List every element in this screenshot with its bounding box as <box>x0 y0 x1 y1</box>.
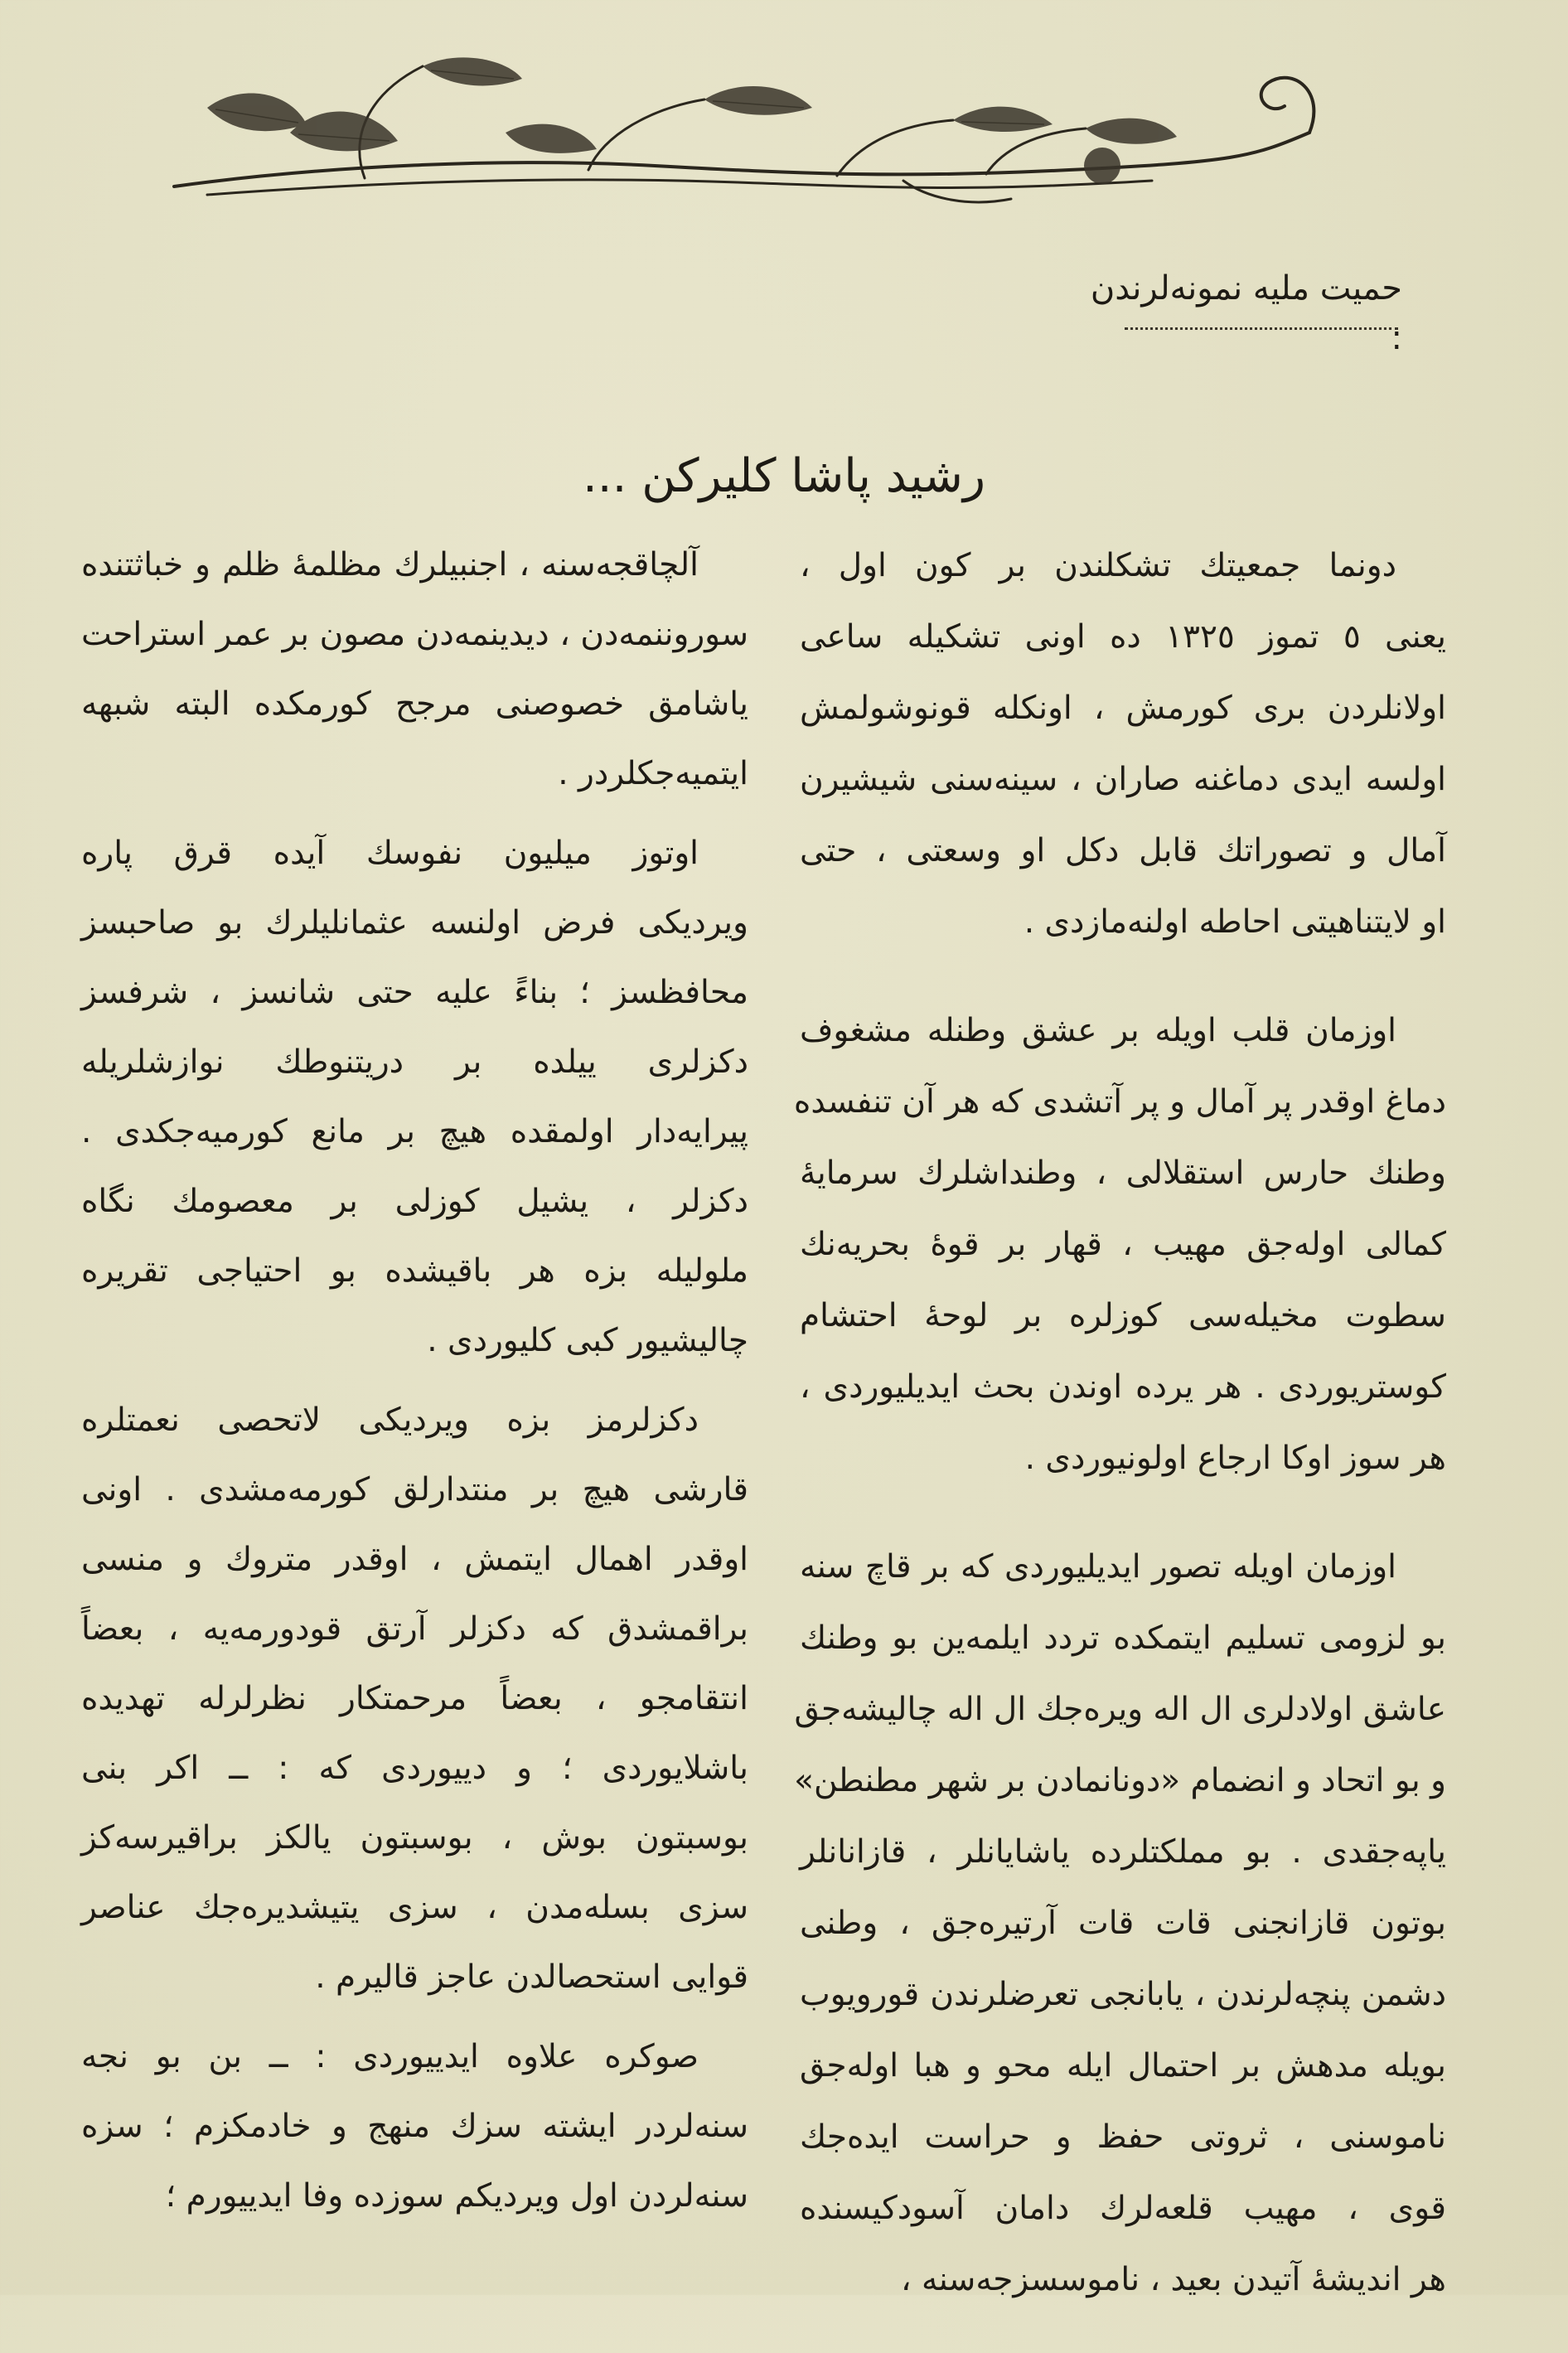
text-line: اولانلردن بری كورمش ، اونكله قونوشولمش <box>800 690 1446 727</box>
text-line: كمالی اوله‌جق مهیب ، قهار بر قوهٔ بحریه‌نك <box>800 1226 1446 1263</box>
text-line: آلچاقجه‌سنه ، اجنبیلرك مظلمهٔ ظلم و خباثتنده <box>81 546 699 583</box>
byline: حمیت ملیه نمونه‌لرندن : <box>1090 269 1402 357</box>
text-line: سطوت مخیله‌سی كوزلره بر لوحهٔ احتشام <box>800 1297 1446 1334</box>
paragraph <box>794 1532 1446 2316</box>
text-line: قوایی استحصالدن عاجز قالیرم . <box>315 1958 748 1996</box>
text-line: او لایتناهیتی احاطه اولنه‌مازدی . <box>1024 903 1446 941</box>
text-line: ناموسنی ، ثروتی حفظ و حراست ایده‌جك <box>800 2118 1446 2156</box>
floral-vine-ornament <box>157 33 1450 224</box>
paragraph <box>81 2022 748 2231</box>
article-title: رشید پاشا كلیركن ... <box>583 449 985 503</box>
text-line: اوزمان قلب اویله بر عشق وطنله مشغوف <box>800 1012 1396 1049</box>
text-line: سنه‌لردر ایشته سزك منهج و خادمكزم ؛ سزه <box>81 2108 748 2145</box>
text-line: محافظسز ؛ بناءً علیه حتی شانسز ، شرفسز <box>81 974 748 1011</box>
text-line: یعنی ٥ تموز ١٣٢٥ ده اونی تشكیله ساعی <box>800 618 1447 656</box>
text-line: دكزلرمز بزه ویردیكی لاتحصی نعمتلره <box>81 1402 699 1439</box>
text-line: قوی ، مهیب قلعه‌لرك دامان آسودكیسنده <box>800 2190 1446 2227</box>
text-line: سنه‌لردن اول ویردیكم سوزده وفا ایدییورم ؛ <box>165 2177 748 2215</box>
paragraph <box>81 1386 748 2012</box>
text-line: یاشامق خصوصنی مرجح كورمكده البته شبهه <box>81 685 748 723</box>
text-line: بوسبتون بوش ، بوسبتون یالكز براقیرسه‌كز <box>81 1819 748 1857</box>
text-line: ویردیكی فرض اولنسه عثمانلیلرك بو صاحبسز <box>81 904 748 942</box>
text-line: ملولیله بزه هر باقیشده بو احتیاجی تقریره <box>81 1252 748 1290</box>
text-line: دكزلر ، یشیل كوزلی بر معصومك نگاه <box>81 1183 748 1220</box>
text-line: دشمن پنچه‌لرندن ، یابانجی تعرضلرندن قورویوب <box>800 1976 1446 2013</box>
text-line: هر اندیشهٔ آتیدن بعید ، ناموسسزجه‌سنه ، <box>901 2261 1446 2298</box>
text-line: قارشی هیچ بر منتدارلق كورمه‌مشدی . اونی <box>81 1471 748 1508</box>
article-column-right <box>793 530 1447 2353</box>
paragraph <box>800 530 1446 958</box>
article-column-left <box>81 530 748 2241</box>
text-line: و بو اتحاد و انضمام «دونانمادن بر شهر مطنطن» <box>794 1762 1446 1799</box>
text-line: اوتوز میلیون نفوسك آیده قرق پاره <box>81 835 699 872</box>
paragraph <box>81 819 748 1376</box>
paragraph <box>81 530 748 809</box>
text-line: هر سوز اوكا ارجاع اولونیوردی . <box>1024 1440 1446 1477</box>
text-line: ایتمیه‌جكلردر . <box>558 755 748 792</box>
text-line: پیرایه‌دار اولمقده هیچ بر مانع كورمیه‌جكدی . <box>81 1113 748 1150</box>
text-line: آمال و تصوراتك قابل دكل او وسعتی ، حتی <box>800 832 1446 869</box>
text-line: صوكره علاوه ایدییوردی : ــ بن بو نجه <box>81 2038 699 2075</box>
text-line: دماغ اوقدر پر آمال و پر آتشدی كه هر آن تنفسده <box>793 1083 1446 1121</box>
text-line: یاپه‌جقدی . بو مملكتلرده یاشایانلر ، قازانانلر <box>800 1833 1446 1871</box>
text-line: اوزمان اویله تصور ایدیلیوردی كه بر قاچ سنه <box>800 1548 1396 1586</box>
text-line: اوقدر اهمال ایتمش ، اوقدر متروك و منسی <box>81 1541 748 1578</box>
paragraph <box>793 995 1446 1494</box>
text-line: بو لزومی تسلیم ایتمكده تردد ایلمه‌ین بو وطنك <box>800 1620 1446 1657</box>
text-line: انتقامجو ، بعضاً مرحمتكار نظرلرله تهدیده <box>81 1680 748 1717</box>
text-line: دكزلری ییلده بر دریتنوطك نوازشلریله <box>81 1043 748 1081</box>
text-line: وطنك حارس استقلالی ، وطنداشلرك سرمایهٔ <box>800 1155 1446 1192</box>
text-line: بویله مدهش بر احتمال ایله محو و هبا اوله‌جق <box>800 2047 1446 2084</box>
text-line: دونما جمعیتك تشكلندن بر كون اول ، <box>800 547 1396 584</box>
byline-dotted-divider <box>1125 327 1398 330</box>
text-line: براقمشدق كه دكزلر آرتق قودورمه‌یه ، بعضاً <box>81 1610 748 1648</box>
text-line: كوستریوردی . هر یرده اوندن بحث ایدیلیوردی ، <box>800 1368 1446 1406</box>
text-line: اولسه ایدی دماغنه صاران ، سینه‌سنی شیشیرن <box>800 761 1446 798</box>
text-line: عاشق اولادلری ال اله ویره‌جك ال اله چالیشه‌جق <box>794 1691 1446 1728</box>
text-line: باشلایوردی ؛ و دییوردی كه : ــ اكر بنی <box>81 1750 748 1787</box>
text-line: سزی بسله‌مدن ، سزی یتیشدیره‌جك عناصر <box>81 1889 748 1926</box>
text-line: چالیشیور كبی كلیوردی . <box>427 1322 748 1359</box>
text-line: سوروننمه‌دن ، دیدینمه‌دن مصون بر عمر استراحت <box>81 616 748 653</box>
text-line: بوتون قازانجنی قات قات آرتیره‌جق ، وطنی <box>800 1905 1446 1942</box>
